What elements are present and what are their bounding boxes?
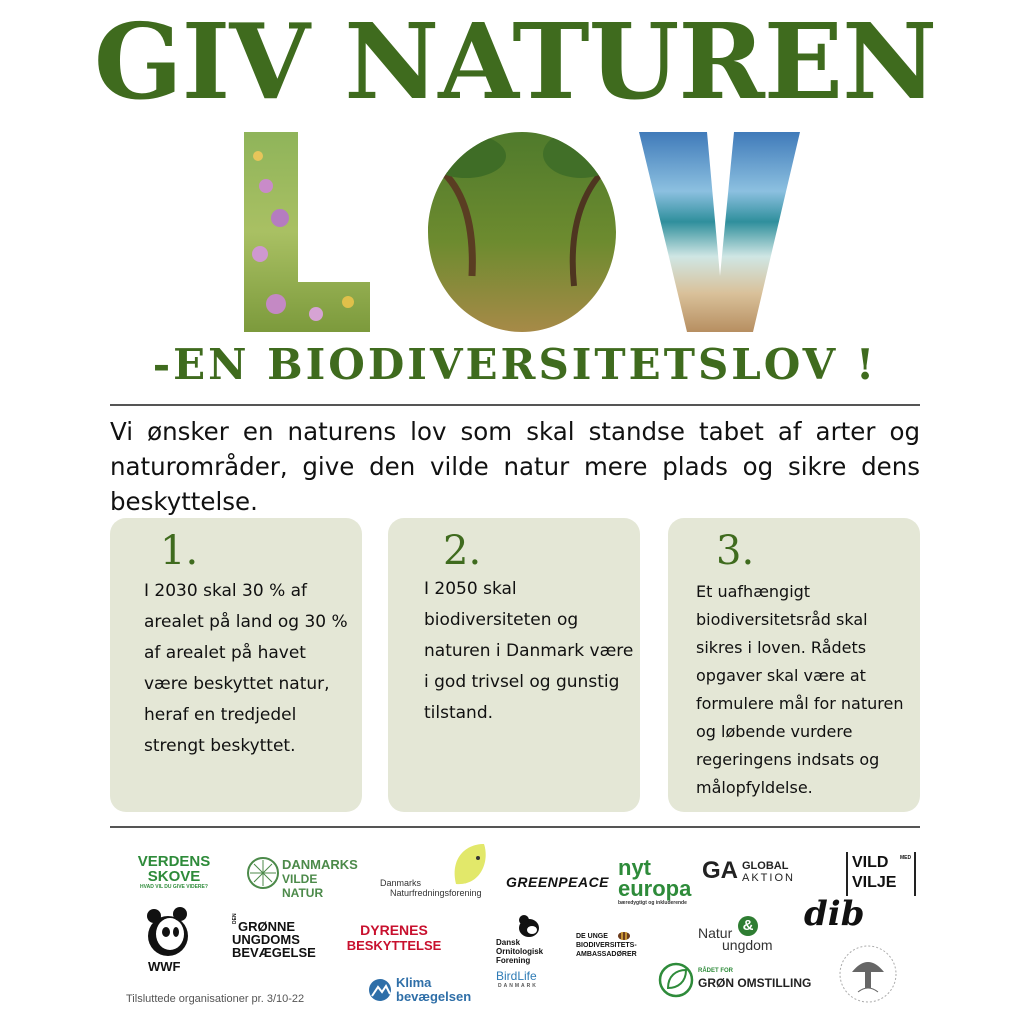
logo-text: europa	[618, 876, 692, 901]
logo-text: AKTION	[742, 872, 795, 884]
logo-natur-og-ungdom	[698, 916, 784, 956]
logo-text: DYRENES	[360, 922, 428, 938]
logo-tagline: bæredygtigt og inkluderende	[618, 900, 687, 906]
demand-card-3	[668, 518, 920, 812]
logo-text: BEVÆGELSE	[232, 945, 316, 960]
logo-text: GRØNNE	[238, 919, 296, 934]
logo-text: DANMARKS	[282, 857, 358, 872]
mushroom-icon	[838, 944, 898, 1004]
logo-text: VILJE	[852, 874, 897, 891]
logo-text: DEN	[232, 913, 238, 924]
intro-text: Vi ønsker en naturens lov som skal standse tabet af arter og naturområder, give den vilde natur mere plads og sikre dens beskyttelse.	[110, 417, 920, 516]
logo-text: GLOBAL	[742, 860, 789, 872]
logo-text: VILD	[852, 854, 889, 871]
logo-dib: dib	[804, 894, 865, 934]
logo-text: DANMARK	[498, 983, 538, 989]
logo-mushroom-association	[838, 944, 898, 1004]
logo-danmarks-vilde-natur	[246, 856, 358, 900]
leaf-icon	[450, 842, 490, 888]
logo-wwf	[144, 906, 194, 976]
logo-text: ungdom	[722, 937, 773, 953]
panda-icon	[144, 906, 192, 958]
letter-l-meadow-photo	[244, 132, 370, 332]
bird-icon	[514, 914, 544, 940]
divider-top	[110, 404, 920, 406]
logo-text: Dansk	[496, 938, 521, 947]
logo-text: VILDE NATUR	[282, 872, 324, 900]
leaf-circle-icon	[658, 962, 694, 998]
logo-text: DE UNGE	[576, 933, 608, 940]
lov-picture-word	[236, 126, 806, 338]
divider-bottom	[110, 826, 920, 828]
logo-vild-med-vilje	[846, 852, 916, 896]
logo-text: Natur	[698, 925, 733, 941]
logo-verdens-skove	[134, 854, 214, 891]
organisations-credit: Tilsluttede organisationer pr. 3/10-22	[126, 993, 305, 1005]
logo-text: BESKYTTELSE	[346, 938, 442, 953]
logo-text: SKOVE	[147, 868, 201, 885]
logo-dyrenes-beskyttelse	[342, 922, 446, 954]
card-number: 1.	[160, 528, 199, 574]
logo-tagline: HVAD VIL DU GIVE VIDERE?	[140, 884, 208, 890]
logo-text: Klima	[396, 975, 432, 990]
card-number: 2.	[443, 528, 482, 574]
logo-text: RÅDET FOR	[698, 968, 733, 974]
logo-text: UNGDOMS	[232, 932, 300, 947]
logo-ampersand: &	[738, 916, 758, 936]
letter-v-beach-photo	[636, 130, 804, 334]
logo-text: Naturfredningsforening	[390, 888, 482, 898]
logo-text: Forening	[496, 956, 531, 965]
logo-greenpeace: GREENPEACE	[506, 874, 610, 890]
logo-mark: GA	[702, 857, 738, 884]
logo-text: WWF	[148, 959, 181, 974]
letter-o-forest-photo	[426, 130, 619, 334]
logo-text: nyt	[618, 855, 651, 880]
headline: GIV NATUREN	[93, 0, 937, 123]
logo-text: BIODIVERSITETS-	[576, 942, 637, 949]
card-text: Et uafhængigt biodiversitetsråd skal sikres i loven. Rådets opgaver skal være at formulere mål for naturen og løbende vurdere regeringens indsats og målopfyldelse.	[696, 582, 904, 797]
lov-letters-graphic	[236, 126, 806, 338]
demand-card-1	[110, 518, 362, 812]
logo-klimabevaegelsen	[368, 974, 480, 1004]
logo-text: MED	[900, 855, 912, 861]
subtitle: -EN BIODIVERSITETSLOV !	[152, 340, 878, 389]
logo-text: Danmarks	[380, 878, 422, 888]
logo-dansk-ornitologisk-forening	[496, 914, 552, 994]
logo-text: Ornitologisk	[496, 947, 544, 956]
card-text: I 2030 skal 30 % af arealet på land og 30 % af arealet på havet være beskyttet natur, heraf en tredjedel strengt beskyttet.	[144, 581, 348, 756]
card-text: I 2050 skal biodiversiteten og naturen i Danmark være i god trivsel og gunstig tilstand.	[424, 579, 634, 723]
logo-global-aktion	[702, 858, 802, 886]
logo-danmarks-naturfredningsforening	[380, 842, 490, 900]
demand-card-2	[388, 518, 640, 812]
logo-text: bevægelsen	[396, 989, 472, 1004]
logo-raadet-for-groen-omstilling	[658, 962, 812, 1000]
logo-groenne-ungdomsbevaegelse	[232, 913, 316, 962]
logo-text: GRØN OMSTILLING	[698, 976, 812, 990]
logo-text: BirdLife	[496, 969, 537, 983]
logo-text: VERDENS	[137, 853, 211, 870]
klima-icon	[368, 978, 392, 1002]
card-number: 3.	[716, 528, 755, 574]
logo-nyt-europa	[618, 855, 692, 906]
wheel-icon	[246, 856, 280, 890]
logo-text: AMBASSADØRER	[576, 951, 637, 958]
